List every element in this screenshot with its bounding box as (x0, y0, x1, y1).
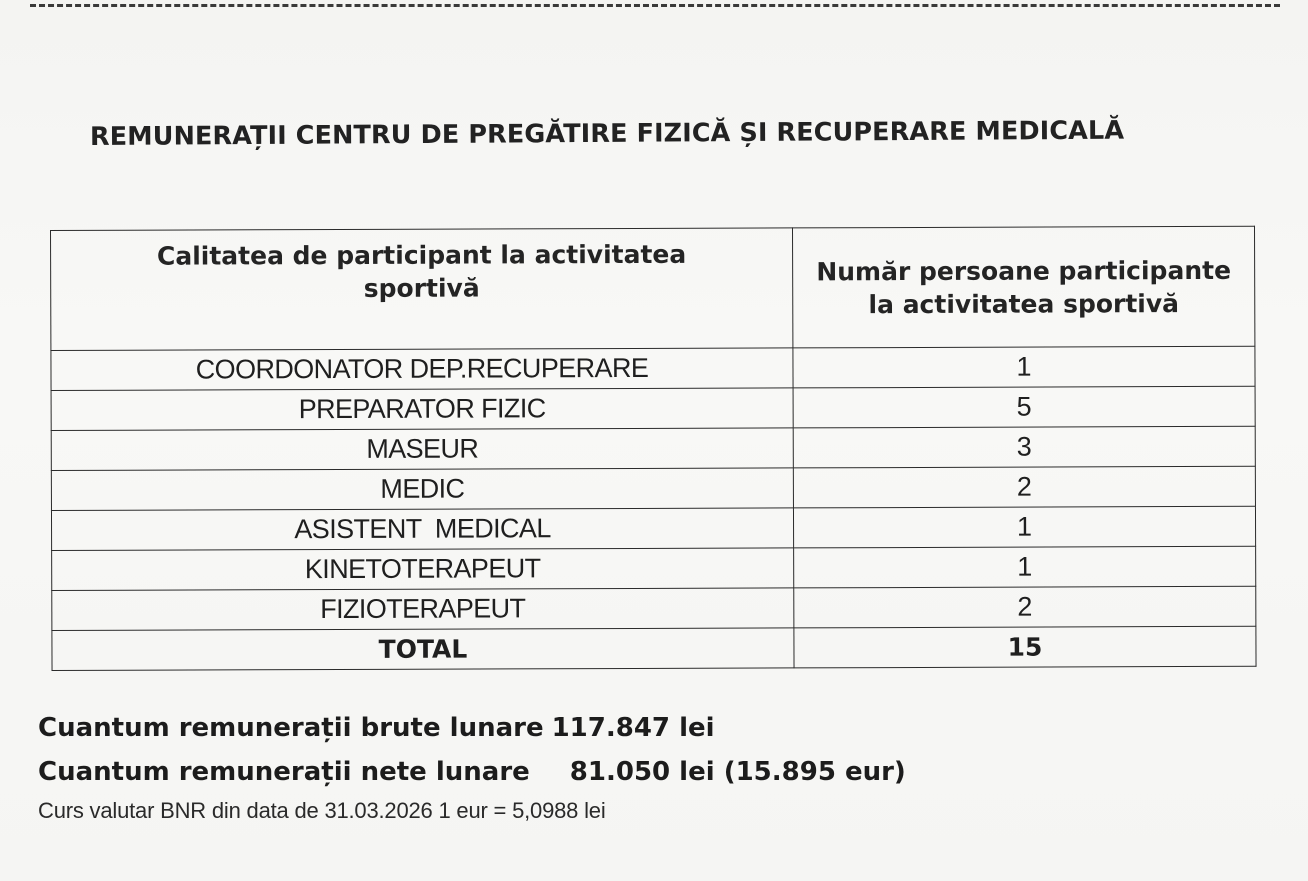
total-count: 15 (794, 626, 1256, 668)
table-header-row (51, 226, 1255, 350)
exchange-rate-note: Curs valutar BNR din data de 31.03.2026 1 eur = 5,0988 lei (38, 798, 606, 823)
total-row (52, 626, 1256, 670)
header-count (792, 226, 1254, 348)
table-row (51, 506, 1255, 550)
net-value: 81.050 lei (15.895 eur) (569, 757, 906, 787)
summary-block (38, 706, 906, 824)
gross-label: Cuantum remunerații brute lunare (38, 713, 544, 743)
role-cell: ASISTENT MEDICAL (51, 508, 793, 551)
table-row (52, 546, 1256, 590)
roles-table (50, 226, 1257, 671)
table-row (51, 466, 1255, 510)
role-cell: KINETOTERAPEUT (52, 548, 794, 591)
table-row (51, 346, 1255, 390)
role-cell: COORDONATOR DEP.RECUPERARE (51, 348, 793, 391)
count-cell: 5 (793, 386, 1255, 428)
role-cell: MASEUR (51, 428, 793, 471)
table-row (51, 426, 1255, 470)
count-cell: 3 (793, 426, 1255, 468)
role-cell: PREPARATOR FIZIC (51, 388, 793, 431)
cut-line-divider (30, 4, 1280, 7)
count-cell: 2 (794, 586, 1256, 628)
net-label: Cuantum remunerații nete lunare (38, 757, 530, 787)
table-row (52, 586, 1256, 630)
count-cell: 1 (793, 506, 1255, 548)
count-cell: 1 (794, 546, 1256, 588)
document-title: REMUNERAȚII CENTRU DE PREGĂTIRE FIZICĂ ȘI RECUPERARE MEDICALĂ (89, 115, 1125, 152)
gross-remuneration-line (38, 706, 906, 750)
count-cell: 2 (793, 466, 1255, 508)
table-row (51, 386, 1255, 430)
role-cell: FIZIOTERAPEUT (52, 588, 794, 631)
header-role (51, 228, 793, 351)
header-count-text: Număr persoane participante la activitatea sportivă (816, 255, 1232, 319)
header-role-text: Calitatea de participant la activitatea sportivă (156, 239, 687, 303)
net-remuneration-line (38, 750, 906, 794)
total-label: TOTAL (52, 628, 794, 671)
roles-table-container (50, 226, 1256, 671)
count-cell: 1 (793, 346, 1255, 388)
gross-value: 117.847 lei (551, 713, 715, 743)
role-cell: MEDIC (51, 468, 793, 511)
